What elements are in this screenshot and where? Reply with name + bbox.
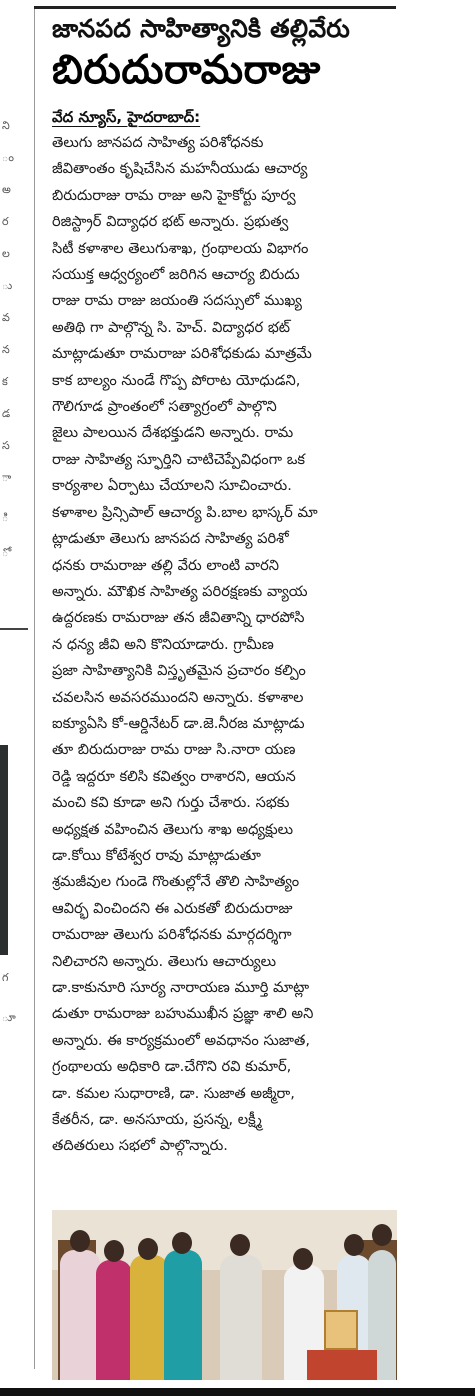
article-body-line: గ్రంథాలయ అధికారి డా.చేగొని రవి కుమార్, [52, 1058, 292, 1076]
photo-head [172, 1232, 192, 1254]
photo-head [70, 1230, 90, 1252]
fragment-text: ని [2, 119, 10, 132]
fragment-text: ో [2, 546, 9, 559]
article-body-line: రెడ్డి ఇద్దరూ కలిసి కవిత్వం రాశారని, ఆయన [52, 767, 296, 785]
fragment-text: ి [2, 511, 9, 524]
article-body-line: ఉద్దరణకు రామరాజు తన జీవితాన్ని ధారపోసి [52, 609, 305, 627]
adjacent-photo-edge [0, 745, 8, 955]
article-body-line: మంచి కవి కూడా అని గుర్తు చేశారు. సభకు [52, 794, 290, 812]
fragment-text: ర [2, 215, 9, 228]
article-body-line: కళాశాల ప్రిన్సిపాల్ ఆచార్య పి.బాల భాస్కర్ మా [52, 503, 318, 521]
article-body [52, 130, 397, 1160]
photo-person [96, 1260, 132, 1380]
fragment-text: న [2, 343, 10, 356]
article-body-line: న ధన్య జీవి అని కొనియాడారు. గ్రామీణ [52, 635, 274, 653]
article-body-line: డుతూ రామరాజు బహుముఖీన ప్రజ్ఞా శాలి అని [52, 1005, 314, 1023]
article-body-line: ట్లాడుతూ తెలుగు జానపద సాహిత్య పరిశో [52, 530, 289, 548]
article-body-line: ఐక్యూఏసి కో-ఆర్డినేటర్ డా.జె.నీరజ మాట్లాడు [52, 714, 305, 732]
photo-head [138, 1238, 158, 1260]
article-body-line: డా. కమల సుధారాణి, డా. సుజాత అజ్మీరా, [52, 1084, 295, 1102]
article-body-line: తూ బిరుదురాజు రామ రాజు సి.నారా యణ [52, 741, 296, 759]
photo-head [104, 1240, 124, 1262]
fragment-text: ల [2, 247, 10, 260]
article-body-line: తదితరులు సభలో పాల్గొన్నారు. [52, 1137, 228, 1155]
photo-portrait-frame [324, 1310, 358, 1350]
article-body-line: అన్నారు. మౌఖిక సాహిత్య పరిరక్షణకు వ్యాయ [52, 582, 308, 600]
article-body-line: సిటీ కళాశాల తెలుగుశాఖ, గ్రంథాలయ విభాగం [52, 239, 309, 257]
news-article [52, 14, 397, 1160]
article-dateline: వేద న్యూస్‌, హైదరాబాద్‌: [52, 108, 201, 126]
photo-head [372, 1224, 392, 1246]
fragment-text: డ [2, 407, 11, 420]
photo-head [344, 1234, 364, 1256]
fragment-text: వ [2, 311, 10, 324]
article-body-line: నిలిచారని అన్నారు. తెలుగు ఆచార్యులు [52, 952, 277, 970]
fragment-text: గ [2, 971, 9, 984]
article-body-line: శ్రమజీవుల గుండె గొంతుల్లోనే తొలి సాహిత్యం [52, 873, 300, 891]
article-body-line: రాజు రామ రాజు జయంతి సదస్సులో ముఖ్య [52, 292, 302, 310]
article-body-line: చవలసిన అవసరముందని అన్నారు. కళాశాల [52, 688, 304, 706]
fragment-divider [0, 628, 28, 630]
article-body-line: డా.కోయి కోటేశ్వర రావు మాట్లాడుతూ [52, 846, 261, 864]
event-photo [52, 1210, 397, 1380]
fragment-text: ా [2, 471, 12, 484]
adjacent-column-fragment [0, 0, 30, 1396]
column-divider [34, 9, 35, 1369]
photo-person [220, 1255, 262, 1380]
article-body-line: రిజిస్ట్రార్ విద్యాధర భట్ అన్నారు. ప్రభుత్వ [52, 213, 289, 231]
photo-table [307, 1350, 377, 1380]
article-body-line: రామరాజు తెలుగు పరిశోధనకు మార్గదర్శిగా [52, 926, 292, 944]
fragment-text: ూ [2, 1011, 16, 1024]
bottom-rule [0, 1388, 475, 1396]
article-body-line: సయుక్త ఆధ్వర్యంలో జరిగిన ఆచార్య బిరుదు [52, 266, 300, 284]
article-body-line: రాజు సాహిత్య స్ఫూర్తిని చాటిచెప్పేవిధంగా ఒక [52, 450, 306, 468]
photo-person [164, 1250, 202, 1380]
article-body-line: డా.కాకునూరి సూర్య నారాయణ మూర్తి మాట్లా [52, 979, 310, 996]
fragment-text: ు [2, 279, 13, 292]
photo-head [293, 1248, 313, 1270]
fragment-text: అ [2, 183, 11, 196]
article-body-line: మాట్లాడుతూ రామరాజు పరిశోధకుడు మాత్రమే [52, 345, 312, 363]
top-rule [34, 6, 396, 9]
article-body-line: తెలుగు జానపద సాహిత్య పరిశోధనకు [52, 134, 264, 151]
fragment-text: క [2, 375, 8, 388]
article-kicker: జానపద సాహిత్యానికి తల్లివేరు [52, 14, 350, 43]
article-body-line: జైలు పాలయిన దేశభక్తుడని అన్నారు. రామ [52, 424, 294, 442]
article-body-line: కాక బాల్యం నుండే గొప్ప పోరాట యోధుడని, [52, 371, 301, 389]
fragment-text: స [2, 439, 10, 452]
article-body-line: ధనకు రామరాజు తల్లి వేరు లాంటి వారని [52, 556, 279, 574]
article-body-line: కేతరీన, డా. అనసూయ, ప్రసన్న, లక్ష్మీ [52, 1111, 262, 1129]
article-body-line: బిరుదురాజు రామ రాజు అని హైకోర్టు పూర్వ [52, 186, 296, 204]
photo-head [230, 1234, 250, 1256]
article-body-line: జీవితాంతం కృషిచేసిన మహనీయుడు ఆచార్య [52, 160, 308, 178]
article-body-line: అతిథి గా పాల్గొన్న సి. హెచ్. విద్యాధర భట్ [52, 318, 291, 336]
photo-person [130, 1255, 168, 1380]
article-body-line: గౌలిగూడ ప్రాంతంలో సత్యాగ్రంలో పాల్గొని [52, 398, 277, 416]
article-body-line: అన్నారు. ఈ కార్యక్రమంలో అవధానం సుజాత, [52, 1031, 311, 1049]
article-body-line: ప్రజా సాహిత్యానికి విస్తృతమైన ప్రచారం కల్పిం [52, 662, 306, 680]
article-headline: బిరుదురామరాజు [52, 47, 321, 93]
article-body-line: ఆవిర్భ వించిందని ఈ ఎరుకతో బిరుదురాజు [52, 899, 293, 917]
article-body-line: అధ్యక్షత వహించిన తెలుగు శాఖ అధ్యక్షులు [52, 820, 294, 838]
article-body-line: కార్యశాల ఏర్పాటు చేయాలని సూచించారు. [52, 477, 292, 495]
photo-person [60, 1250, 100, 1380]
fragment-text: ం [2, 151, 14, 164]
